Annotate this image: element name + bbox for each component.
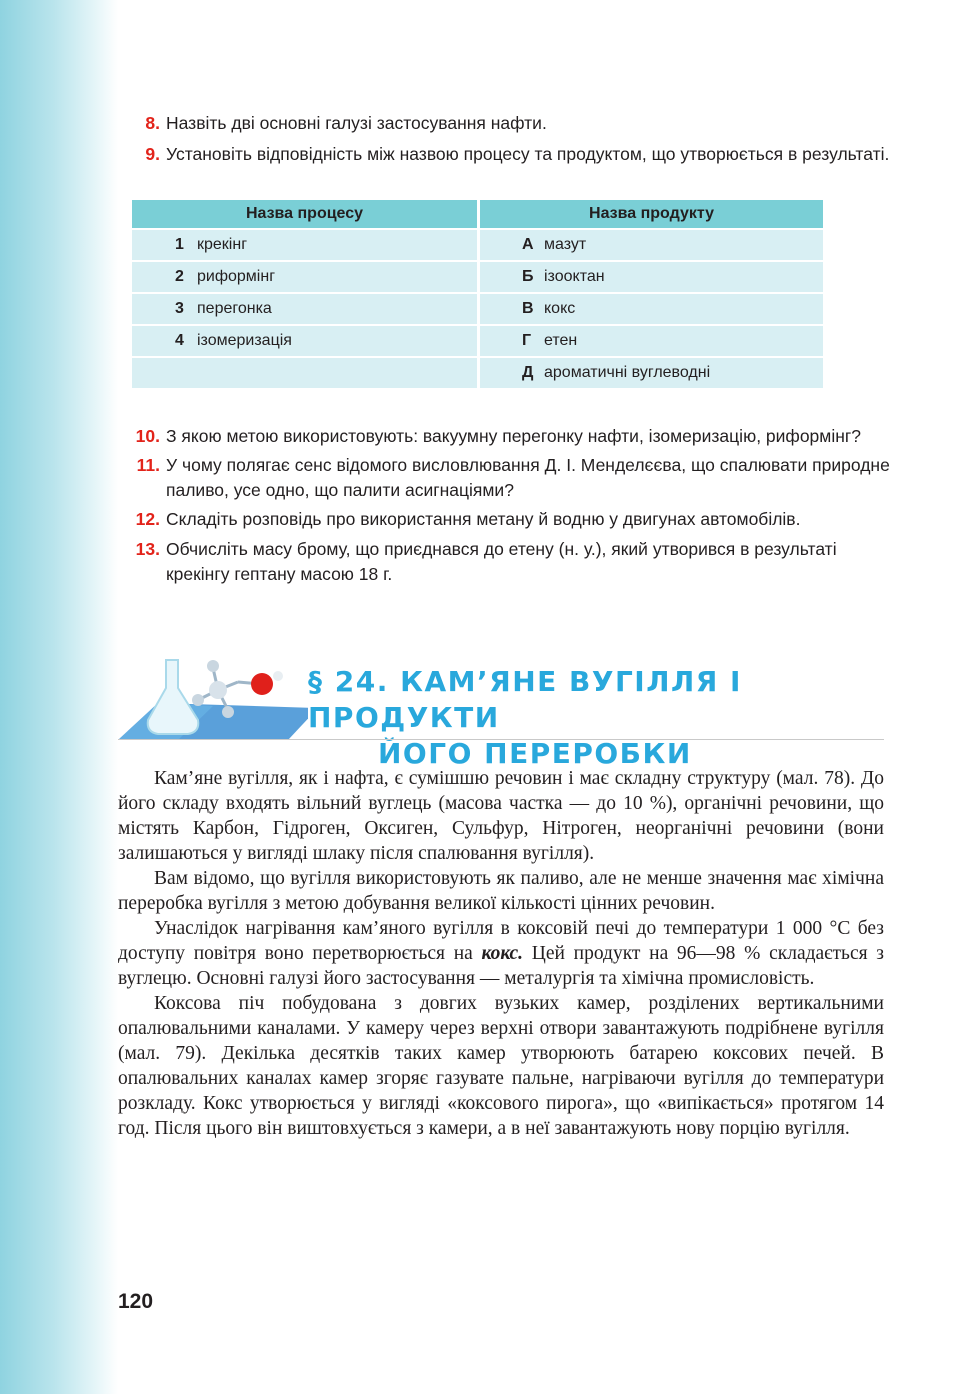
table-row xyxy=(132,294,823,324)
product-letter: А xyxy=(522,236,534,253)
product-name: мазут xyxy=(544,236,587,253)
product-letter: Д xyxy=(522,364,534,381)
product-name: ароматичні вуглеводні xyxy=(544,364,711,381)
question-number: 10. xyxy=(135,426,160,446)
question-text: Назвіть дві основні галузі застосування нафти. xyxy=(166,113,547,133)
table-row xyxy=(132,230,823,260)
question-text: З якою метою використовують: вакуумну перегонку нафти, ізомеризацію, риформінг? xyxy=(166,426,861,446)
paragraph: Вам відомо, що вугілля використовують як паливо, але не менше значення має хімічна переробка вугілля з метою добування великої кількості цінних речовин. xyxy=(118,868,884,914)
product-cell xyxy=(480,262,823,292)
product-cell xyxy=(480,326,823,356)
paragraph xyxy=(118,916,884,991)
process-cell xyxy=(132,326,477,356)
section-title xyxy=(308,664,884,772)
product-letter: Г xyxy=(522,332,532,349)
section-divider xyxy=(118,739,884,740)
question-number: 12. xyxy=(135,509,160,529)
process-number: 4 xyxy=(175,332,184,349)
chemistry-flask-molecule-icon xyxy=(118,648,308,742)
question-text: Складіть розповідь про використання метану й водню у двигунах автомобілів. xyxy=(166,509,801,529)
question-number: 8. xyxy=(145,113,160,133)
matching-table xyxy=(129,198,826,390)
page-number: 120 xyxy=(118,1290,154,1313)
product-name: ізооктан xyxy=(544,268,605,285)
product-letter: Б xyxy=(522,268,534,285)
term-koks: кокс. xyxy=(481,943,524,964)
question-11 xyxy=(130,453,890,503)
section-title-line1: § 24. КАМ’ЯНЕ ВУГІЛЛЯ І ПРОДУКТИ xyxy=(308,665,742,734)
process-cell xyxy=(132,230,477,260)
question-12 xyxy=(130,507,890,532)
paragraph: Коксова піч побудована з довгих вузьких камер, розділених вертикальними опалювальними каналами. У камеру через верхні отвори завантажують подрібнене вугілля (мал. 79). Декілька десятків таких камер утворюють батарею коксових печей. В опалювальних каналах камер згоряє газувате пальне, нагріваючи вугілля до температури розкладу. Кокс утворюється у вигляді «коксового пирога», що «випікається» протягом 14 год. Після цього він виштовхується з камери, а в неї завантажують нову порцію вугілля. xyxy=(118,993,884,1139)
section-header xyxy=(118,648,884,770)
question-number: 9. xyxy=(145,144,160,164)
section-body xyxy=(118,766,884,1141)
question-9 xyxy=(130,142,890,167)
paragraph: Кам’яне вугілля, як і нафта, є сумішшю речовин і має складну структуру (мал. 78). До його складу входять вільний вуглець (масова частка — до 10 %), органічні речовини, що містять Карбон, Гідроген, Оксиген, Сульфур, Нітроген, неорганічні речовини (вони залишаються у вигляді шлаку після спалювання вугілля). xyxy=(118,768,884,864)
question-text: У чому полягає сенс відомого висловлювання Д. І. Менделєєва, що спалювати природне паливо, усе одно, що палити асигнаціями? xyxy=(166,455,890,500)
question-13 xyxy=(130,537,890,587)
process-name: риформінг xyxy=(197,268,276,285)
process-name: перегонка xyxy=(197,300,272,317)
page-margin-band xyxy=(0,0,118,1394)
question-number: 13. xyxy=(135,539,160,559)
question-text: Установіть відповідність між назвою процесу та продуктом, що утворюється в результаті. xyxy=(166,144,890,164)
product-cell xyxy=(480,294,823,324)
process-name: крекінг xyxy=(197,236,248,253)
table-row xyxy=(132,358,823,388)
process-cell xyxy=(132,294,477,324)
process-name: ізомеризація xyxy=(197,332,292,349)
table-row xyxy=(132,326,823,356)
paragraph-part: Цей продукт на 96—98 % складається з вуглецю. Основні галузі його застосування — металургія та хімічна промисловість. xyxy=(118,943,884,989)
table-header-product: Назва продукту xyxy=(480,200,823,228)
product-cell xyxy=(480,230,823,260)
product-letter: В xyxy=(522,300,534,317)
process-number: 1 xyxy=(175,236,184,253)
table-header-process: Назва процесу xyxy=(132,200,477,228)
section-title-line2: ЙОГО ПЕРЕРОБКИ xyxy=(378,737,692,770)
process-cell xyxy=(132,262,477,292)
process-number: 2 xyxy=(175,268,184,285)
product-cell xyxy=(480,358,823,388)
paragraph-part: Унаслідок нагрівання кам’яного вугілля в коксовій печі до температури 1 000 °С без доступу повітря воно перетворюється на xyxy=(118,918,884,964)
table-row xyxy=(132,262,823,292)
question-text: Обчисліть масу брому, що приєднався до етену (н. у.), який утворився в результаті крекінгу гептану масою 18 г. xyxy=(166,539,837,584)
process-cell-empty xyxy=(132,358,477,388)
product-name: етен xyxy=(544,332,578,349)
question-8 xyxy=(130,111,890,136)
product-name: кокс xyxy=(544,300,576,317)
question-number: 11. xyxy=(136,455,160,475)
process-number: 3 xyxy=(175,300,184,317)
question-10 xyxy=(130,424,890,449)
